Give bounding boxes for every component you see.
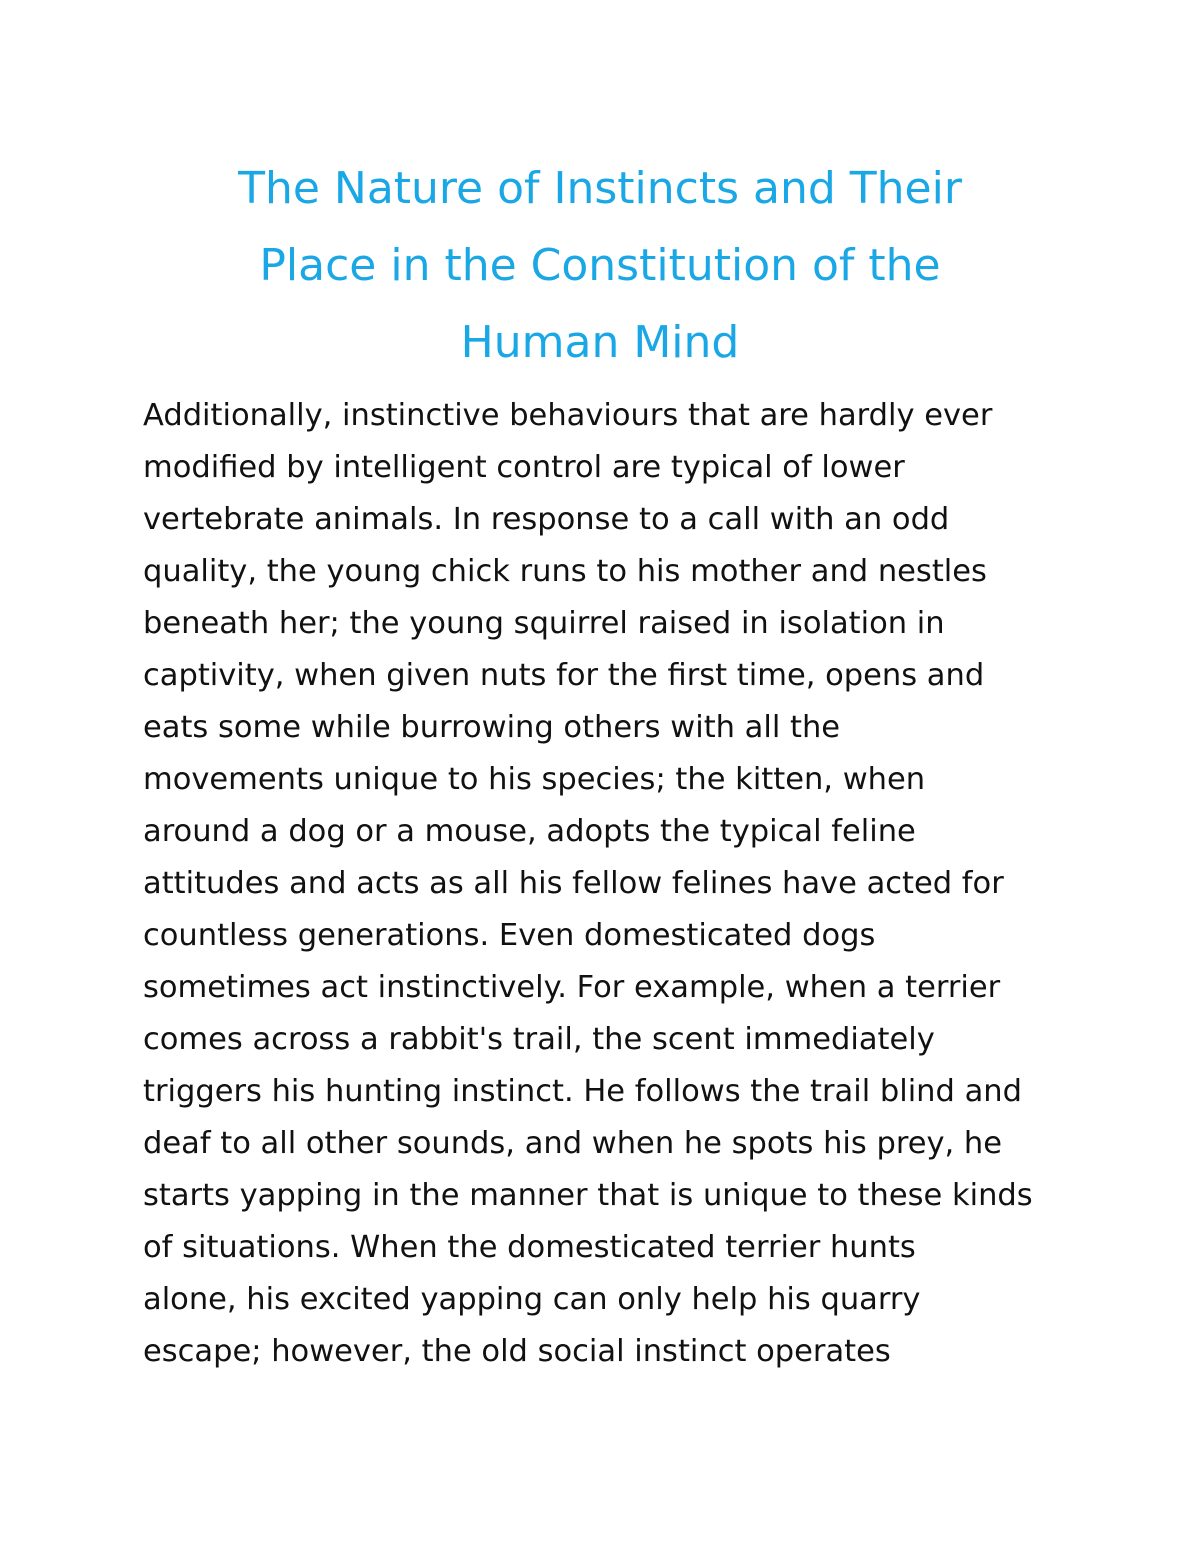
body-line: quality, the young chick runs to his mother and nestles [143, 554, 987, 589]
body-line: beneath her; the young squirrel raised in isolation in [143, 606, 945, 641]
document-title [143, 150, 1057, 381]
body-line: escape; however, the old social instinct operates [143, 1334, 891, 1369]
body-line: vertebrate animals. In response to a call with an odd [143, 502, 950, 537]
body-line: triggers his hunting instinct. He follows the trail blind and [143, 1074, 1022, 1109]
title-line-3: Human Mind [460, 317, 740, 368]
body-line: attitudes and acts as all his fellow felines have acted for [143, 866, 1004, 901]
body-line: captivity, when given nuts for the first time, opens and [143, 658, 985, 693]
body-line: starts yapping in the manner that is unique to these kinds [143, 1178, 1033, 1213]
title-line-1: The Nature of Instincts and Their [238, 163, 962, 214]
title-line-2: Place in the Constitution of the [259, 240, 941, 291]
body-line: Additionally, instinctive behaviours that are hardly ever [143, 398, 993, 433]
body-line: eats some while burrowing others with all the [143, 710, 841, 745]
body-line: around a dog or a mouse, adopts the typical feline [143, 814, 916, 849]
body-line: modified by intelligent control are typical of lower [143, 450, 905, 485]
body-paragraph [143, 390, 1103, 1378]
body-line: countless generations. Even domesticated dogs [143, 918, 876, 953]
body-line: movements unique to his species; the kitten, when [143, 762, 926, 797]
body-line: alone, his excited yapping can only help his quarry [143, 1282, 921, 1317]
body-line: comes across a rabbit's trail, the scent immediately [143, 1022, 935, 1057]
body-line: of situations. When the domesticated terrier hunts [143, 1230, 916, 1265]
body-line: sometimes act instinctively. For example, when a terrier [143, 970, 1001, 1005]
body-line: deaf to all other sounds, and when he spots his prey, he [143, 1126, 1003, 1161]
